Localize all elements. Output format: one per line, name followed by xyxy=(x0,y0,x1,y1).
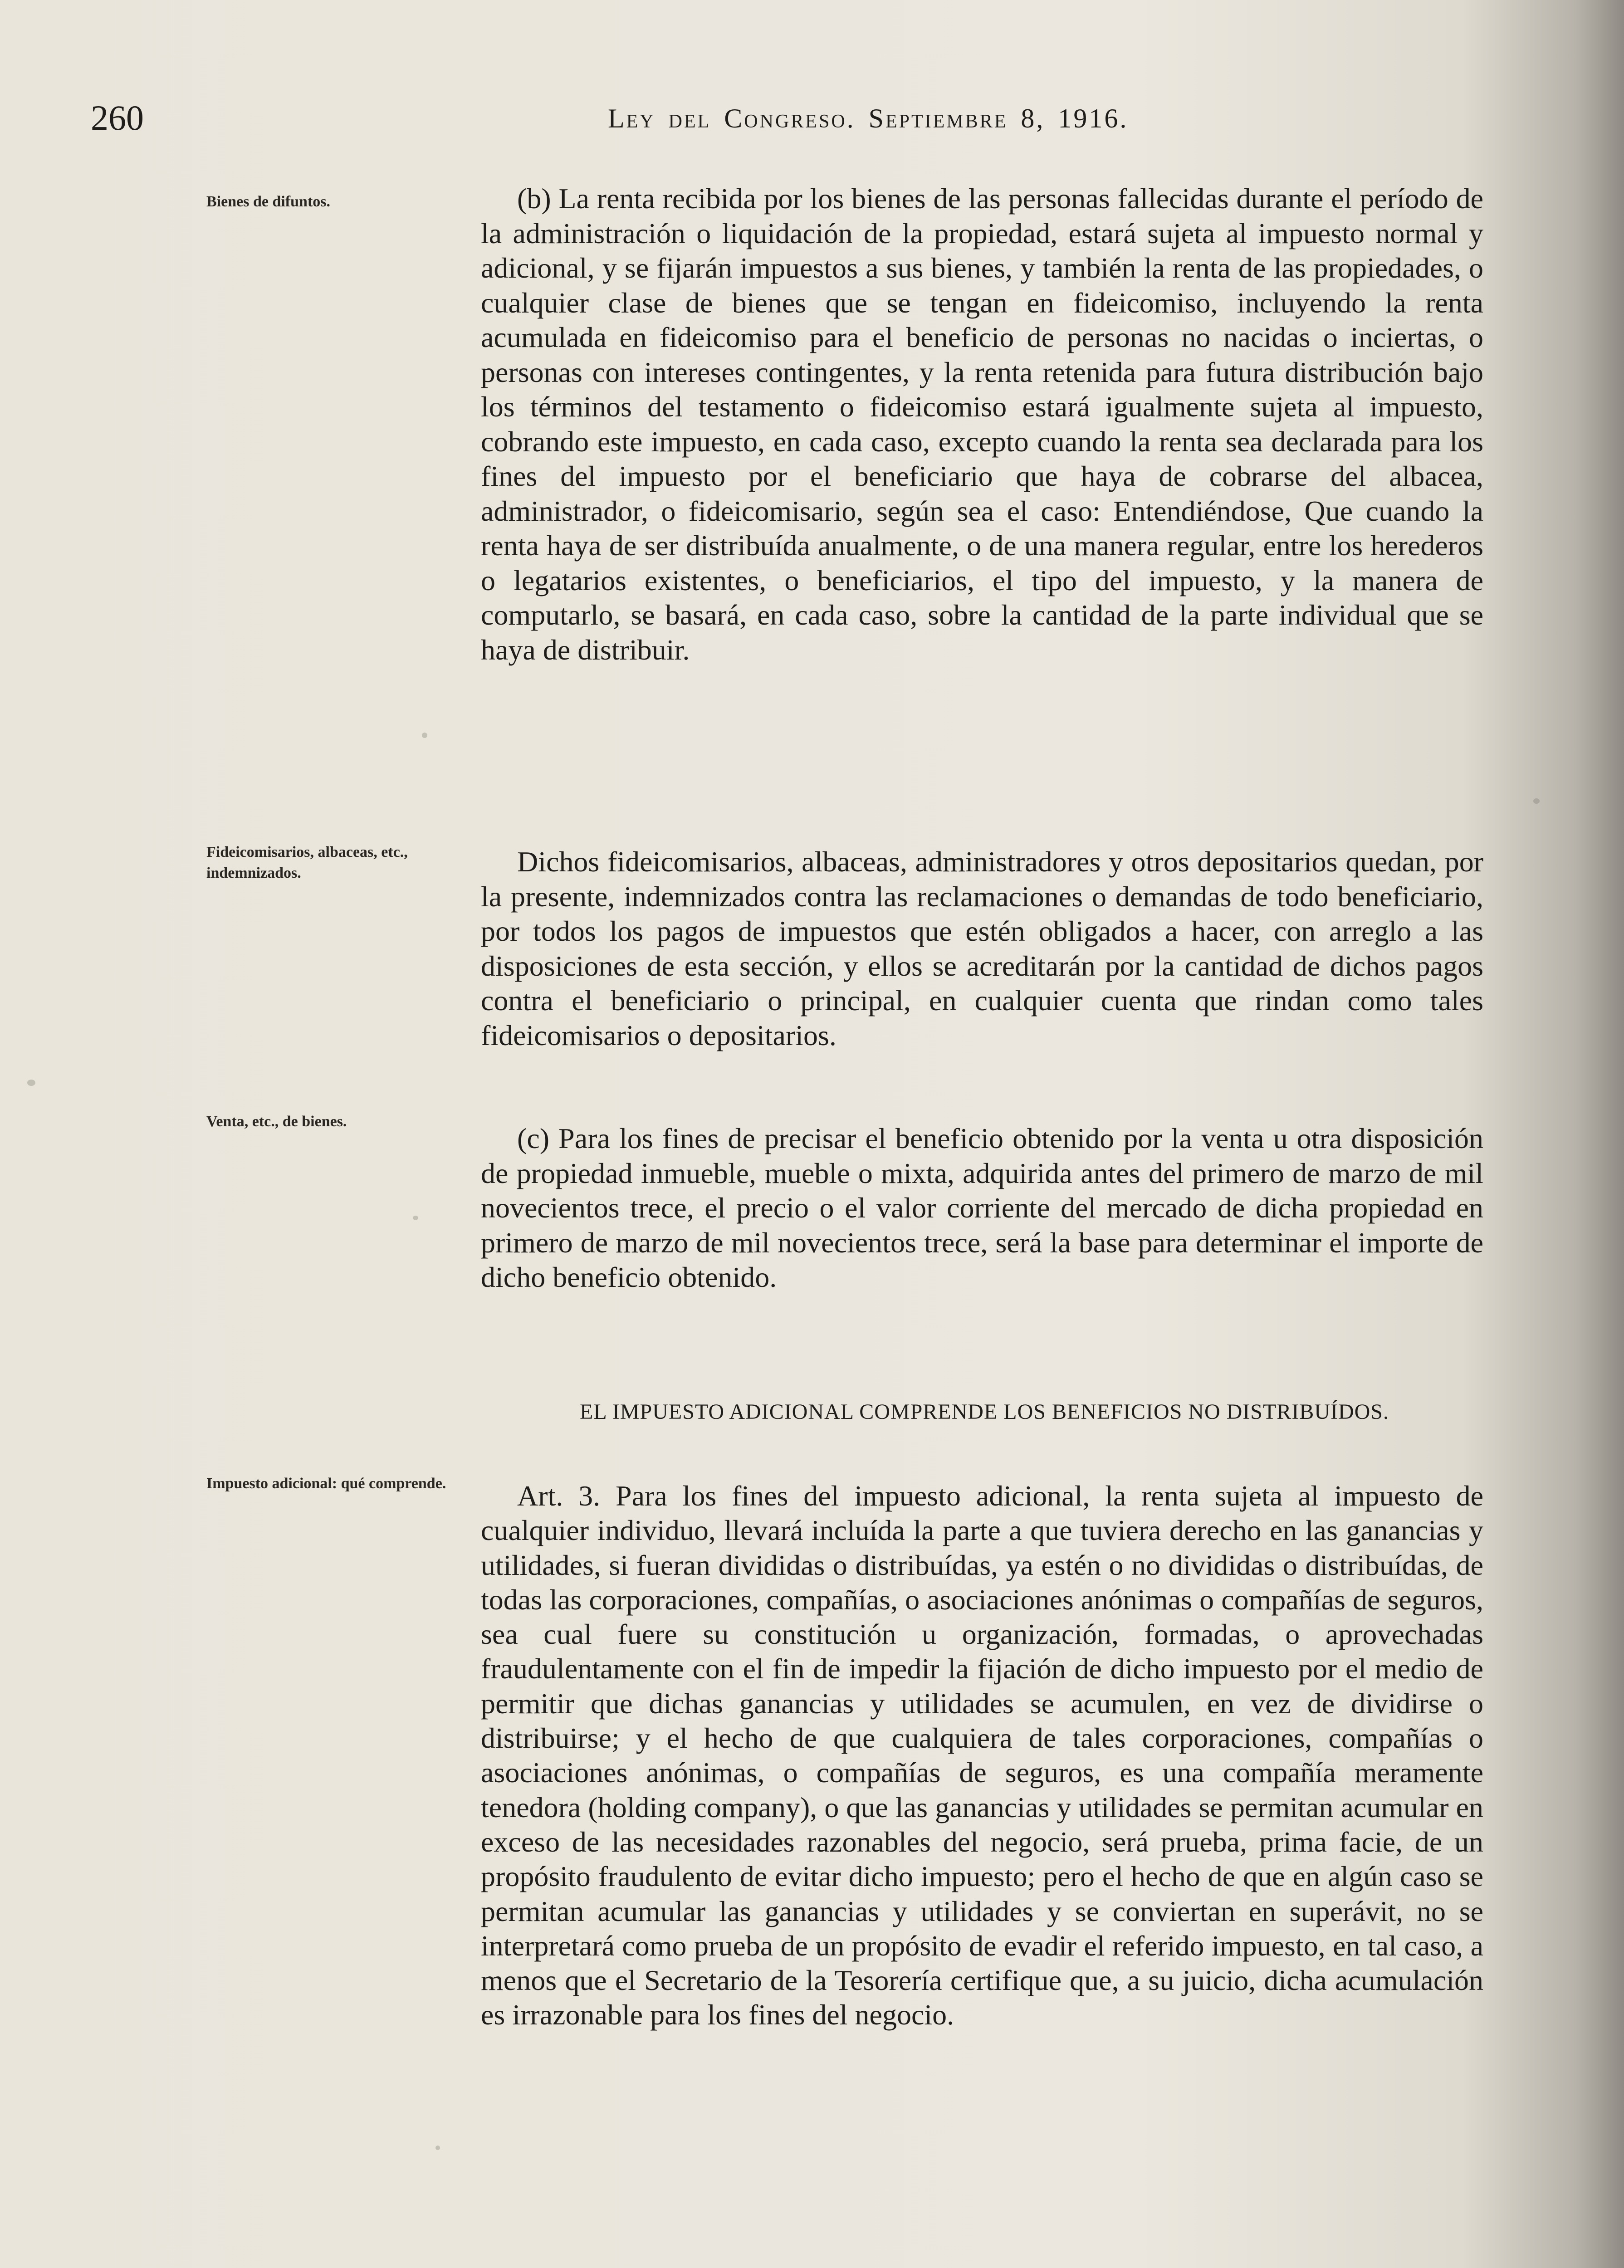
margin-note-bienes-de-difuntos: Bienes de difuntos. xyxy=(206,193,330,210)
page-header xyxy=(91,98,1497,147)
scan-speck xyxy=(435,2146,440,2150)
paragraph-b-text: (b) La renta recibida por los bienes de las personas fallecidas durante el período de la administración o liquidación de la propiedad, estará sujeta al impuesto normal y adicional, y se fijarán impuestos a sus bienes, y también la renta de las propiedades, o cualquier clase de bienes que se tengan en fideicomiso, incluyendo la renta acumulada en fideicomiso para el beneficio de personas no nacidas o inciertas, o personas con intereses contingentes, y la renta retenida para futura distribución bajo los términos del testamento o fideicomiso estará igualmente sujeta al impuesto, cobrando este impuesto, en cada caso, excepto cuando la renta sea declarada para los fines del impuesto por el beneficiario que haya de cobrarse del albacea, administrador, o fideicomisario, según sea el caso: Entendiéndose, Que cuando la renta haya de ser distribuída anualmente, o de una manera regular, entre los herederos o legatarios existentes, o beneficiarios, el tipo del impuesto, y la manera de computarlo, se basará, en cada caso, sobre la cantidad de la parte individual que se haya de distribuir. xyxy=(481,182,1483,666)
margin-note-impuesto-adicional: Impuesto adicional: qué comprende. xyxy=(206,1475,446,1492)
article-3-text: Art. 3. Para los fines del impuesto adicional, la renta sujeta al impuesto de cualquier individuo, llevará incluída la parte a que tuviera derecho en las ganancias y utilidades, si fueran divididas o distribuídas, ya estén o no divididas o distribuídas, de todas las corporaciones, compañías, o asociaciones anónimas o compañías de seguros, sea cual fuere su constitución u organización, formadas, o aprovechadas fraudulentamente con el fin de impedir la fijación de dicho impuesto por el medio de permitir que dichas ganancias y utilidades se acumulen, en vez de dividirse o distribuirse; y el hecho de que cualquiera de tales corporaciones, compañías o asociaciones anónimas, o compañías de seguros, es una compañía meramente tenedora (holding company), o que las ganancias y utilidades se permitan acumular en exceso de las necesidades razonables del negocio, será prueba, prima facie, de un propósito fraudulento de evitar dicho impuesto; pero el hecho de que en algún caso se permitan acumular las ganancias y utilidades y se conviertan en superávit, no se interpretará como prueba de un propósito de evadir el referido impuesto, en tal caso, a menos que el Secretario de la Tesorería certifique que, a su juicio, dicha acumulación es irrazonable para los fines del negocio. xyxy=(481,1480,1483,2031)
section-heading: EL IMPUESTO ADICIONAL COMPRENDE LOS BENEFICIOS NO DISTRIBUÍDOS. xyxy=(580,1400,1389,1424)
scan-speck xyxy=(413,1216,418,1220)
paragraph-c-text: (c) Para los fines de precisar el beneficio obtenido por la venta u otra disposición de propiedad inmueble, mueble o mixta, adquirida antes del primero de marzo de mil novecientos trece, el precio o el valor corriente del mercado de dicha propiedad en primero de marzo de mil novecientos trece, será la base para determinar el importe de dicho beneficio obtenido. xyxy=(481,1122,1483,1293)
paragraph-c xyxy=(481,1121,1483,1295)
running-title: Ley del Congreso. Septiembre 8, 1916. xyxy=(608,103,1129,133)
margin-note-fideicomisarios: Fideicomisarios, albaceas, etc., indemnizados. xyxy=(206,844,408,881)
scan-speck xyxy=(27,1080,35,1086)
scan-speck xyxy=(422,733,427,738)
margin-note-venta-de-bienes: Venta, etc., de bienes. xyxy=(206,1113,347,1130)
paragraph-indemnizacion-text: Dichos fideicomisarios, albaceas, administradores y otros depositarios quedan, por la presente, indemnizados contra las reclamaciones o demandas de todo beneficiario, por todos los pagos de impuestos que estén obligados a hacer, con arreglo a las disposiciones de esta sección, y ellos se acreditarán por la cantidad de dichos pagos contra el beneficiario o principal, en cualquier cuenta que rindan como tales fideicomisarios o depositarios. xyxy=(481,846,1483,1051)
paragraph-indemnizacion xyxy=(481,845,1483,1053)
paragraph-b xyxy=(481,181,1483,667)
article-3 xyxy=(481,1479,1483,2033)
page-number: 260 xyxy=(91,98,144,137)
scan-speck xyxy=(1533,798,1540,804)
